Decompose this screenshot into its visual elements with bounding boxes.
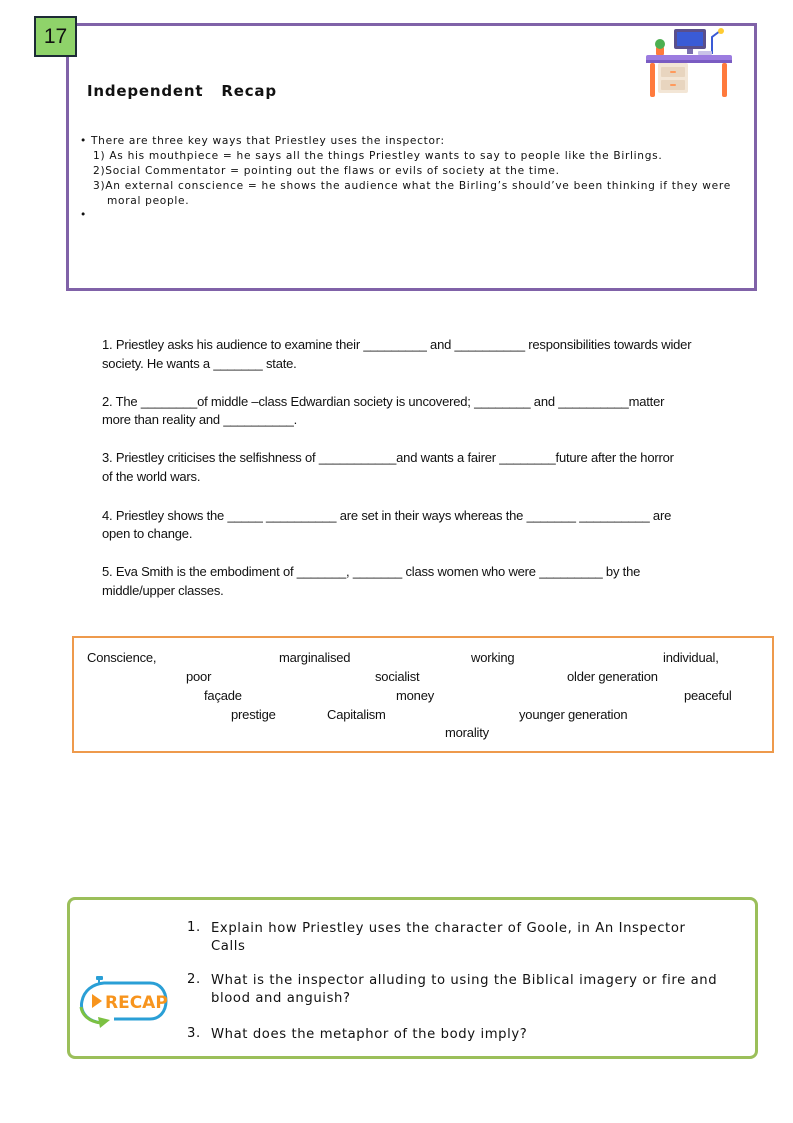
recap-question-number: 2. [187,972,201,987]
question-2-line-1: 2. The ________of middle –class Edwardian society is uncovered; ________ and __________matter [102,394,665,409]
word-bank-item: poor [186,669,212,684]
page-number-badge: 17 [34,16,77,57]
recap-logo-text: RECAP [105,993,168,1013]
bullet-line: moral people. [107,195,190,207]
question-5-line-2: middle/upper classes. [102,583,224,598]
bullet-line: 1) As his mouthpiece = he says all the things Priestley wants to say to people like the Birlings. [93,150,663,162]
question-4-line-1: 4. Priestley shows the _____ __________ are set in their ways whereas the _______ __________ are [102,508,672,523]
word-bank-item: individual, [663,650,719,665]
word-bank-item: younger generation [519,707,628,722]
word-bank-item: older generation [567,669,658,684]
bullet-line: 2)Social Commentator = pointing out the flaws or evils of society at the time. [93,165,560,177]
word-bank-item: Conscience, [87,650,157,665]
bullet-line: • [80,209,87,221]
recap-question-text: Explain how Priestley uses the character of Goole, in An Inspector [211,921,686,936]
question-4-line-2: open to change. [102,526,193,541]
recap-title-word: Independent [87,82,204,100]
recap-question-text: blood and anguish? [211,991,351,1006]
question-2-line-2: more than reality and __________. [102,412,298,427]
question-3-line-1: 3. Priestley criticises the selfishness of ___________and wants a fairer ________future after the horror [102,450,674,465]
word-bank-item: Capitalism [327,707,386,722]
word-bank-item: socialist [375,669,420,684]
recap-title [87,82,277,100]
recap-question-text: What does the metaphor of the body imply? [211,1027,528,1042]
desk-illustration [642,25,737,99]
recap-question-text: Calls [211,939,246,954]
recap-logo-icon [78,973,168,1029]
bullet-line: 3)An external conscience = he shows the audience what the Birling’s should’ve been thinking if they were [93,180,731,192]
word-bank-item: peaceful [684,688,732,703]
recap-question-number: 1. [187,920,201,935]
word-bank-item: marginalised [279,650,351,665]
question-1-line-1: 1. Priestley asks his audience to examine their _________ and __________ responsibilities towards wider [102,337,692,352]
recap-title-word: Recap [221,82,277,100]
word-bank-item: working [471,650,515,665]
question-3-line-2: of the world wars. [102,469,201,484]
bullet-line: • There are three key ways that Priestley uses the inspector: [80,135,445,147]
recap-question-number: 3. [187,1026,201,1041]
word-bank-item: money [396,688,435,703]
word-bank-item: prestige [231,707,276,722]
word-bank-item: morality [445,725,489,740]
question-1-line-2: society. He wants a _______ state. [102,356,297,371]
recap-question-text: What is the inspector alluding to using the Biblical imagery or fire and [211,973,718,988]
question-5-line-1: 5. Eva Smith is the embodiment of _______, _______ class women who were _________ by the [102,564,641,579]
word-bank-item: façade [204,688,242,703]
